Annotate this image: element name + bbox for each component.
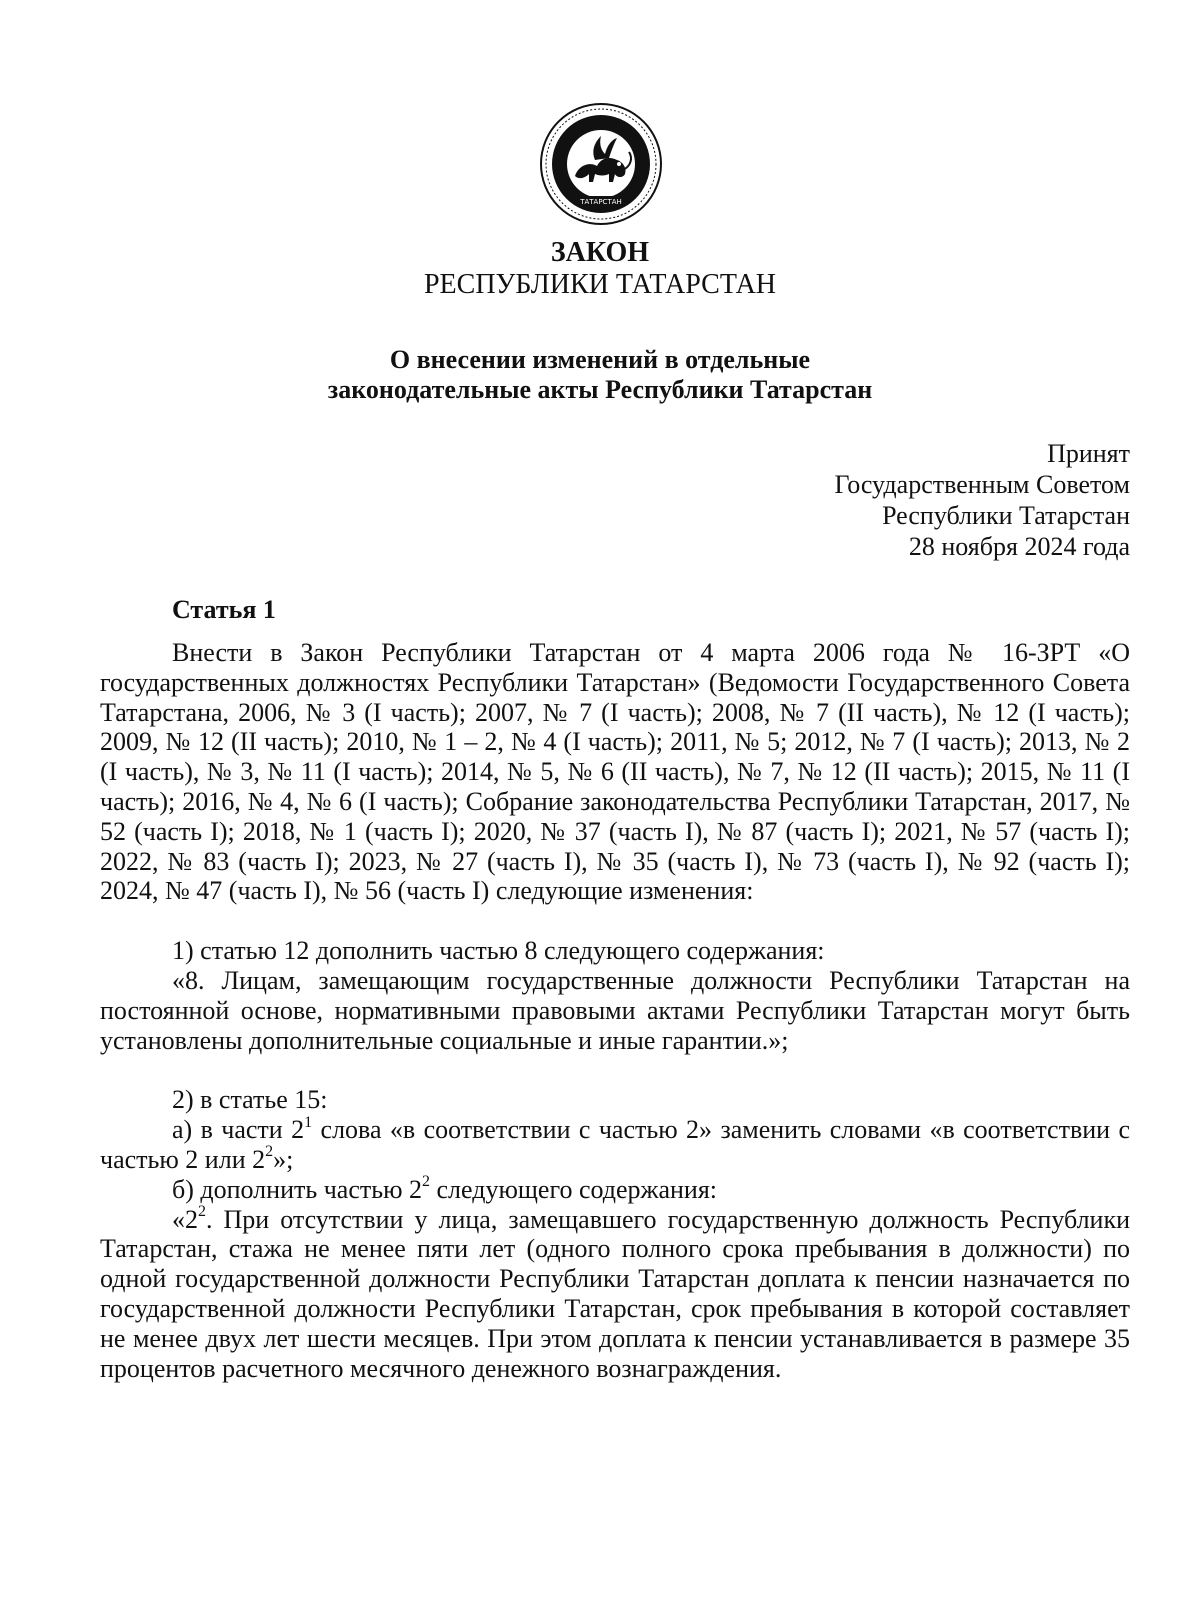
item2-quote-text: . При отсутствии у лица, замещавшего государственную должность Республики Татарстан, стажа не менее пяти лет (одного полного срока пребывания в должности) по одной государственной должности Республики Татарстан доплата к пенсии назначается по государственной должности Республики Татарстан, срок пребывания в которой составляет не менее двух лет шести месяцев. При этом доплата к пенсии устанавливается в размере 35 процентов расчетного месячного денежного вознаграждения. [100, 1204, 1130, 1383]
document-title [0, 345, 1200, 405]
item2-a [100, 1115, 1130, 1175]
law-subtitle: РЕСПУБЛИКИ ТАТАРСТАН [423, 269, 777, 300]
document-title-line: законодательные акты Республики Татарстан [327, 375, 873, 404]
document-title-line: О внесении изменений в отдельные [389, 345, 811, 374]
item2-a-text: а) в части 2 [172, 1115, 305, 1145]
superscript: 2 [198, 1202, 206, 1220]
superscript: 1 [304, 1113, 313, 1131]
item1-text: «8. Лицам, замещающим государственные должности Республики Татарстан на постоянной основе, нормативными правовыми актами Республики Татарстан могут быть установлены дополнительные социальные и иные гарантии.»; [100, 965, 1130, 1055]
adoption-line: Государственным Советом [834, 470, 1130, 499]
adoption-block [834, 438, 1130, 562]
item2-b-text: следующего содержания: [430, 1174, 718, 1204]
emblem-inscription: ТАТАРСТАН [580, 198, 622, 206]
adoption-line: Республики Татарстан [882, 501, 1130, 530]
item2-b-text: б) дополнить частью 2 [172, 1174, 423, 1204]
adoption-date: 28 ноября 2024 года [908, 532, 1130, 561]
item1-lead: 1) статью 12 дополнить частью 8 следующего содержания: [172, 936, 825, 966]
item2-b [100, 1175, 1130, 1205]
item2-lead: 2) в статье 15: [172, 1085, 328, 1115]
item2-a-text: »; [273, 1144, 294, 1174]
article-body [100, 638, 1130, 1383]
adoption-line: Принят [1047, 439, 1130, 468]
article-heading: Статья 1 [172, 595, 276, 624]
law-title: ЗАКОН [550, 237, 650, 268]
coat-of-arms-icon [539, 102, 663, 226]
superscript: 2 [265, 1143, 274, 1161]
item2-a-text: слова «в соответствии с частью 2» заменить словами «в соответствии с частью 2 или 2 [100, 1115, 1130, 1174]
superscript: 2 [422, 1173, 431, 1191]
article-intro: Внести в Закон Республики Татарстан от 4 марта 2006 года № 16-ЗРТ «О государственных должностях Республики Татарстан» (Ведомости Государственного Совета Татарстана, 2006, № 3 (I часть); 2007, № 7 (I часть); 2008, № 7 (II часть), № 12 (I часть); 2009, № 12 (II часть); 2010, № 1 – 2, № 4 (I часть); 2011, № 5; 2012, № 7 (I часть); 2013, № 2 (I часть), № 3, № 11 (I часть); 2014, № 5, № 6 (II часть), № 7, № 12 (II часть); 2015, № 11 (I часть); 2016, № 4, № 6 (I часть); Собрание законодательства Республики Татарстан, 2017, № 52 (часть I); 2018, № 1 (часть I); 2020, № 37 (часть I), № 87 (часть I); 2021, № 57 (часть I); 2022, № 83 (часть I); 2023, № 27 (часть I), № 35 (часть I), № 73 (часть I), № 92 (часть I); 2024, № 47 (часть I), № 56 (часть I) следующие изменения: [100, 638, 1130, 906]
item2-quote-text: «2 [172, 1204, 198, 1234]
item2-quote [100, 1202, 1130, 1384]
